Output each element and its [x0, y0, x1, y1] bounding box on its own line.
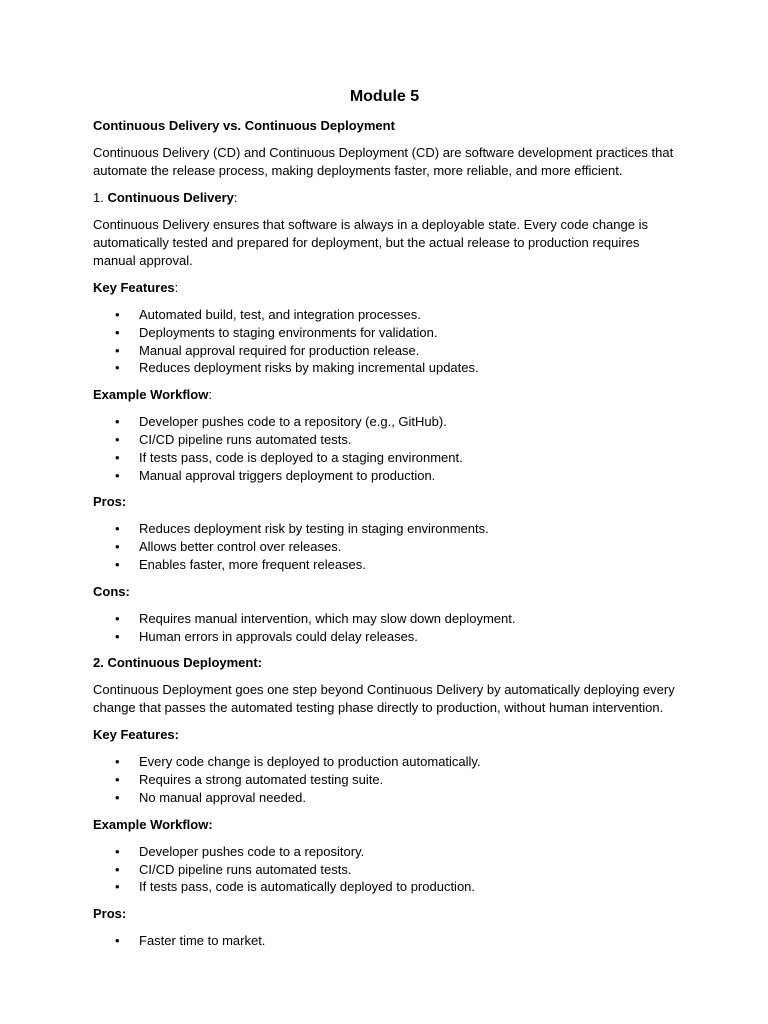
list-item-text: Automated build, test, and integration processes. — [139, 307, 421, 322]
workflow-label: Example Workflow — [93, 387, 209, 403]
delivery-workflow-list — [93, 413, 676, 484]
list-item-text: No manual approval needed. — [139, 789, 306, 805]
page-title: Module 5 — [349, 88, 420, 105]
deployment-key-features-list — [93, 753, 676, 806]
bullet-icon: • — [115, 467, 120, 483]
deployment-key-features-heading: Key Features: — [93, 727, 179, 743]
list-item — [93, 932, 676, 950]
delivery-pros-heading: Pros: — [93, 494, 127, 510]
list-item-text: Faster time to market. — [139, 933, 266, 949]
bullet-icon: • — [115, 772, 120, 788]
bullet-icon: • — [115, 610, 120, 626]
list-item — [93, 789, 676, 807]
list-item-text: Every code change is deployed to production automatically. — [139, 754, 481, 770]
bullet-icon: • — [115, 342, 120, 358]
list-item-text: Allows better control over releases. — [139, 539, 342, 555]
bullet-icon: • — [115, 324, 120, 340]
list-item — [93, 306, 676, 324]
list-item-text: Enables faster, more frequent releases. — [139, 556, 366, 572]
bullet-icon: • — [115, 789, 120, 805]
list-item-text: CI/CD pipeline runs automated tests. — [139, 431, 352, 447]
list-item — [93, 520, 676, 538]
list-item — [93, 342, 676, 360]
delivery-key-features-list — [93, 306, 676, 377]
delivery-cons-heading: Cons: — [93, 583, 130, 599]
list-item — [93, 449, 676, 467]
bullet-icon: • — [115, 521, 120, 537]
workflow-colon: : — [208, 387, 212, 403]
list-item-text: If tests pass, code is automatically deployed to production. — [139, 879, 476, 895]
deployment-pros-list — [93, 932, 676, 950]
bullet-icon: • — [115, 307, 120, 322]
list-item — [93, 878, 676, 896]
list-item — [93, 324, 676, 342]
subtitle: Continuous Delivery vs. Continuous Deployment — [93, 118, 395, 133]
list-item-text: Reduces deployment risks by making incremental updates. — [139, 360, 479, 376]
section-number: 1. — [93, 190, 108, 205]
list-item — [93, 413, 676, 431]
list-item-text: Manual approval required for production release. — [139, 342, 420, 358]
list-item — [93, 431, 676, 449]
bullet-icon: • — [115, 861, 120, 877]
key-features-colon: : — [174, 280, 179, 295]
bullet-icon: • — [115, 431, 120, 447]
list-item-text: If tests pass, code is deployed to a staging environment. — [139, 449, 463, 465]
bullet-icon: • — [115, 449, 120, 465]
list-item — [93, 843, 676, 861]
deployment-pros-heading: Pros: — [93, 906, 127, 922]
list-item-text: Developer pushes code to a repository. — [139, 843, 365, 859]
list-item — [93, 359, 676, 377]
delivery-cons-list — [93, 610, 676, 646]
list-item-text: CI/CD pipeline runs automated tests. — [139, 861, 352, 877]
list-item-text: Developer pushes code to a repository (e.g., GitHub). — [139, 414, 447, 430]
bullet-icon: • — [115, 879, 120, 895]
list-item-text: Reduces deployment risk by testing in staging environments. — [139, 521, 489, 537]
list-item-text: Deployments to staging environments for validation. — [139, 324, 438, 340]
delivery-key-features-heading — [93, 279, 676, 297]
bullet-icon: • — [115, 556, 120, 572]
list-item — [93, 610, 676, 628]
delivery-workflow-heading — [93, 386, 676, 404]
list-item — [93, 753, 676, 771]
section-heading-deployment: 2. Continuous Deployment: — [93, 655, 262, 671]
list-item-text: Human errors in approvals could delay releases. — [139, 628, 418, 644]
list-item — [93, 467, 676, 485]
list-item — [93, 628, 676, 646]
list-item-text: Manual approval triggers deployment to production. — [139, 467, 436, 483]
bullet-icon: • — [115, 843, 120, 859]
bullet-icon: • — [115, 360, 120, 376]
bullet-icon: • — [115, 754, 120, 770]
list-item — [93, 861, 676, 879]
bullet-icon: • — [115, 628, 120, 644]
delivery-description: Continuous Delivery ensures that software is always in a deployable state. Every code change is automatically tested and prepared for deployment, but the actual release to production requires manual approval. — [93, 217, 648, 268]
deployment-description: Continuous Deployment goes one step beyond Continuous Delivery by automatically deploying every change that passes the automated testing phase directly to production, without human intervention. — [93, 682, 675, 716]
list-item-text: Requires manual intervention, which may slow down deployment. — [139, 610, 516, 626]
bullet-icon: • — [115, 539, 120, 555]
intro-paragraph: Continuous Delivery (CD) and Continuous Deployment (CD) are software development practices that automate the release process, making deployments faster, more reliable, and more efficient. — [93, 145, 674, 178]
list-item-text: Requires a strong automated testing suite. — [139, 772, 384, 788]
deployment-workflow-list — [93, 843, 676, 896]
deployment-workflow-heading: Example Workflow: — [93, 816, 213, 832]
list-item — [93, 556, 676, 574]
list-item — [93, 771, 676, 789]
section-heading-delivery — [93, 189, 676, 207]
bullet-icon: • — [115, 414, 120, 430]
delivery-pros-list — [93, 520, 676, 573]
section-heading-text: Continuous Delivery — [107, 190, 234, 205]
section-heading-colon: : — [233, 190, 238, 205]
key-features-label: Key Features — [93, 280, 175, 295]
list-item — [93, 538, 676, 556]
bullet-icon: • — [115, 933, 120, 949]
